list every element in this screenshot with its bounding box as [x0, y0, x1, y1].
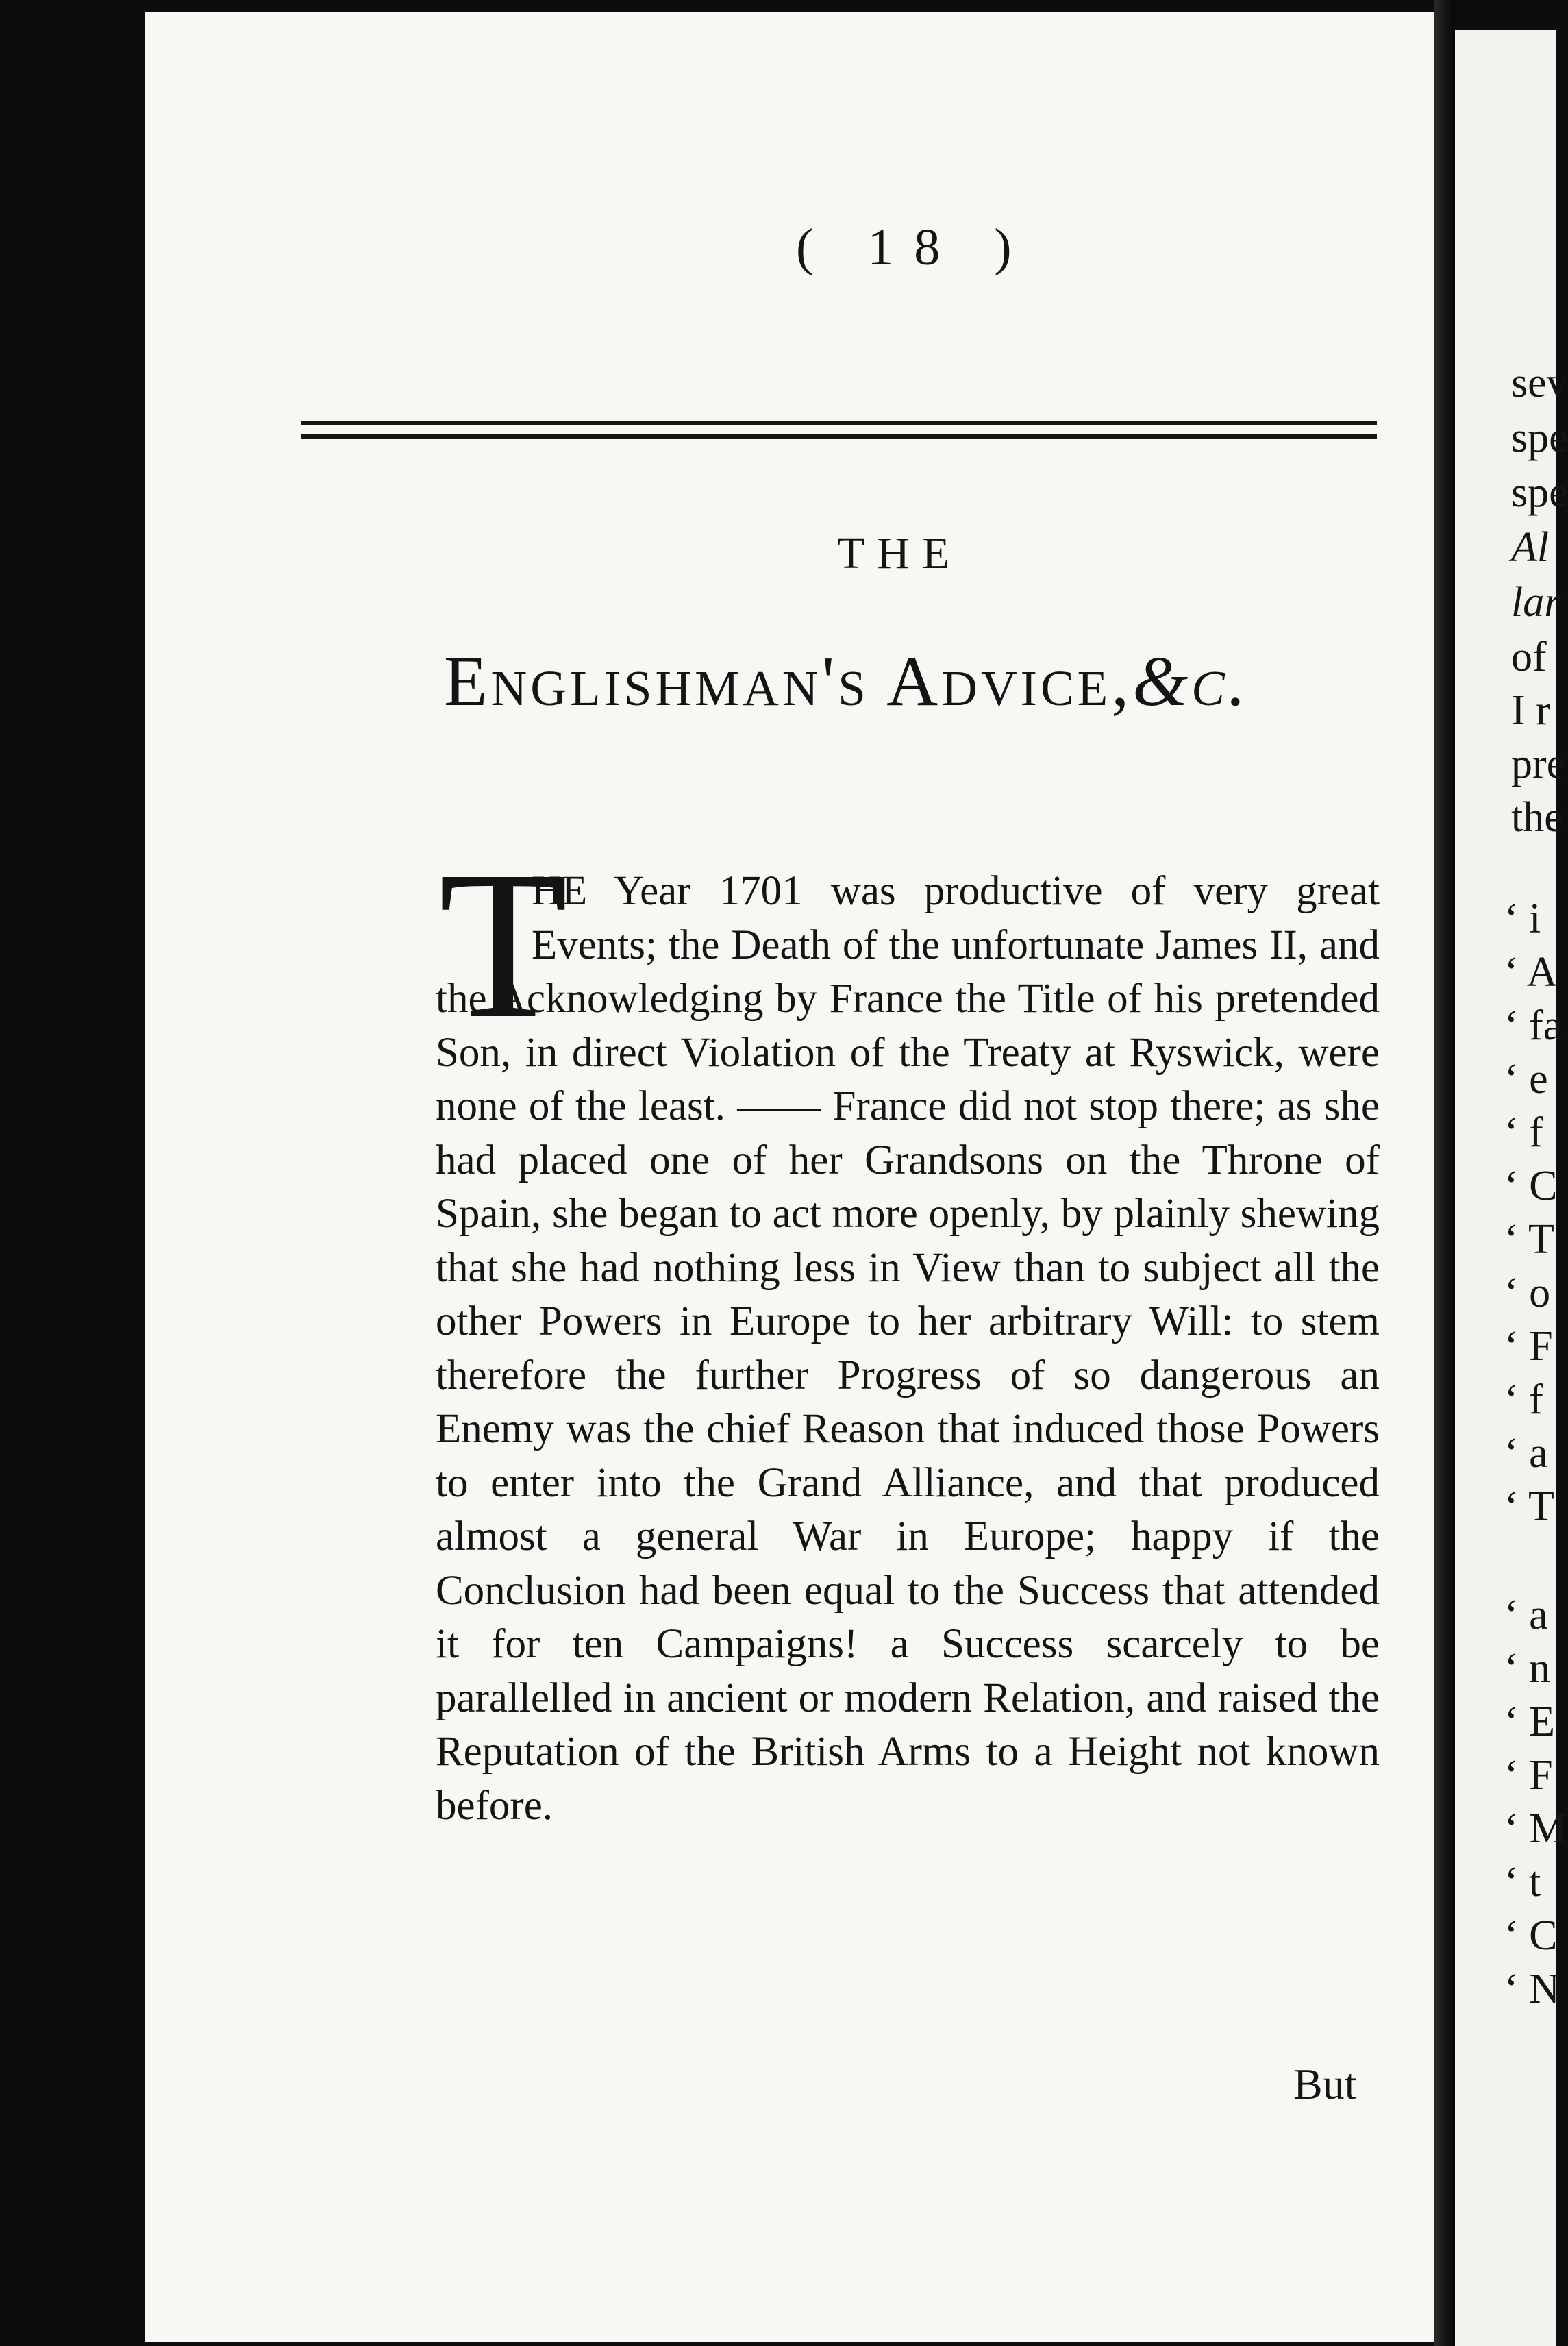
body-paragraph [436, 865, 1380, 1833]
title-the: THE [837, 528, 962, 578]
page-title [444, 641, 1249, 722]
facing-quote-line: ‘ A [1504, 949, 1558, 996]
title-etc: &c. [1132, 642, 1249, 721]
facing-quote-line: ‘ E [1504, 1699, 1556, 1745]
facing-quote-line: ‘ fa [1504, 1002, 1563, 1049]
facing-quote-line: ‘ a [1504, 1592, 1548, 1638]
facing-line: of [1511, 634, 1547, 680]
facing-line: spe [1511, 415, 1568, 461]
facing-quote-line: ‘ N [1504, 1966, 1560, 2012]
header-rule-thick [301, 434, 1377, 439]
facing-line: pre [1511, 741, 1566, 787]
facing-quote-line: ‘ T [1504, 1216, 1554, 1263]
facing-line: I r [1511, 687, 1550, 734]
drop-cap-spacer [436, 865, 532, 967]
facing-quote-line: ‘ t [1504, 1859, 1541, 1905]
facing-quote-line: ‘ o [1504, 1270, 1551, 1316]
facing-line: spe [1511, 469, 1568, 516]
facing-quote-line: ‘ F [1504, 1323, 1553, 1370]
page-number-header: ( 18 ) [796, 219, 1032, 276]
facing-quote-line: ‘ f [1504, 1376, 1543, 1423]
catchword: But [1293, 2060, 1357, 2108]
facing-quote-line: ‘ F [1504, 1752, 1553, 1799]
facing-page [1455, 30, 1568, 2346]
drop-cap: T [438, 828, 569, 1063]
title-text: Englishman's Advice, [444, 642, 1133, 721]
facing-quote-line: ‘ T [1504, 1483, 1554, 1530]
facing-line: the [1511, 794, 1563, 841]
facing-quote-line: ‘ n [1504, 1645, 1551, 1692]
facing-quote-line: ‘ i [1504, 896, 1541, 942]
facing-line: sev [1511, 360, 1568, 406]
header-rule-thin [301, 421, 1377, 425]
facing-quote-line: ‘ f [1504, 1109, 1543, 1156]
book-gutter [1434, 0, 1455, 2346]
facing-quote-line: ‘ M [1504, 1805, 1567, 1852]
facing-line: Al [1511, 524, 1550, 571]
facing-quote-line: ‘ C [1504, 1163, 1558, 1209]
facing-quote-line: ‘ C [1504, 1912, 1558, 1959]
body-text: HE Year 1701 was productive of very great Events; the Death of the unfortunate James II, and the Acknowledging by France the Title of his pretended Son, in direct Violation of the Treaty at Ryswick, were none of the least. —— France did not stop there; as she had placed one of her Grandsons on the Throne of Spain, she began to act more openly, by plainly shewing that she had nothing less in View than to subject all the other Powers in Europe to her arbitrary Will: to stem therefore the further Progress of so dangerous an Enemy was the chief Reason that induced those Powers to enter into the Grand Alliance, and that produced almost a general War in Europe; happy if the Conclusion had been equal to the Success that attended it for ten Campaigns! a Success scarcely to be parallelled in ancient or modern Relation, and raised the Reputation of the British Arms to a Height not known before. [436, 868, 1380, 1829]
facing-quote-line: ‘ e [1504, 1056, 1548, 1102]
facing-line: lar [1511, 579, 1561, 626]
facing-quote-line: ‘ a [1504, 1430, 1548, 1477]
